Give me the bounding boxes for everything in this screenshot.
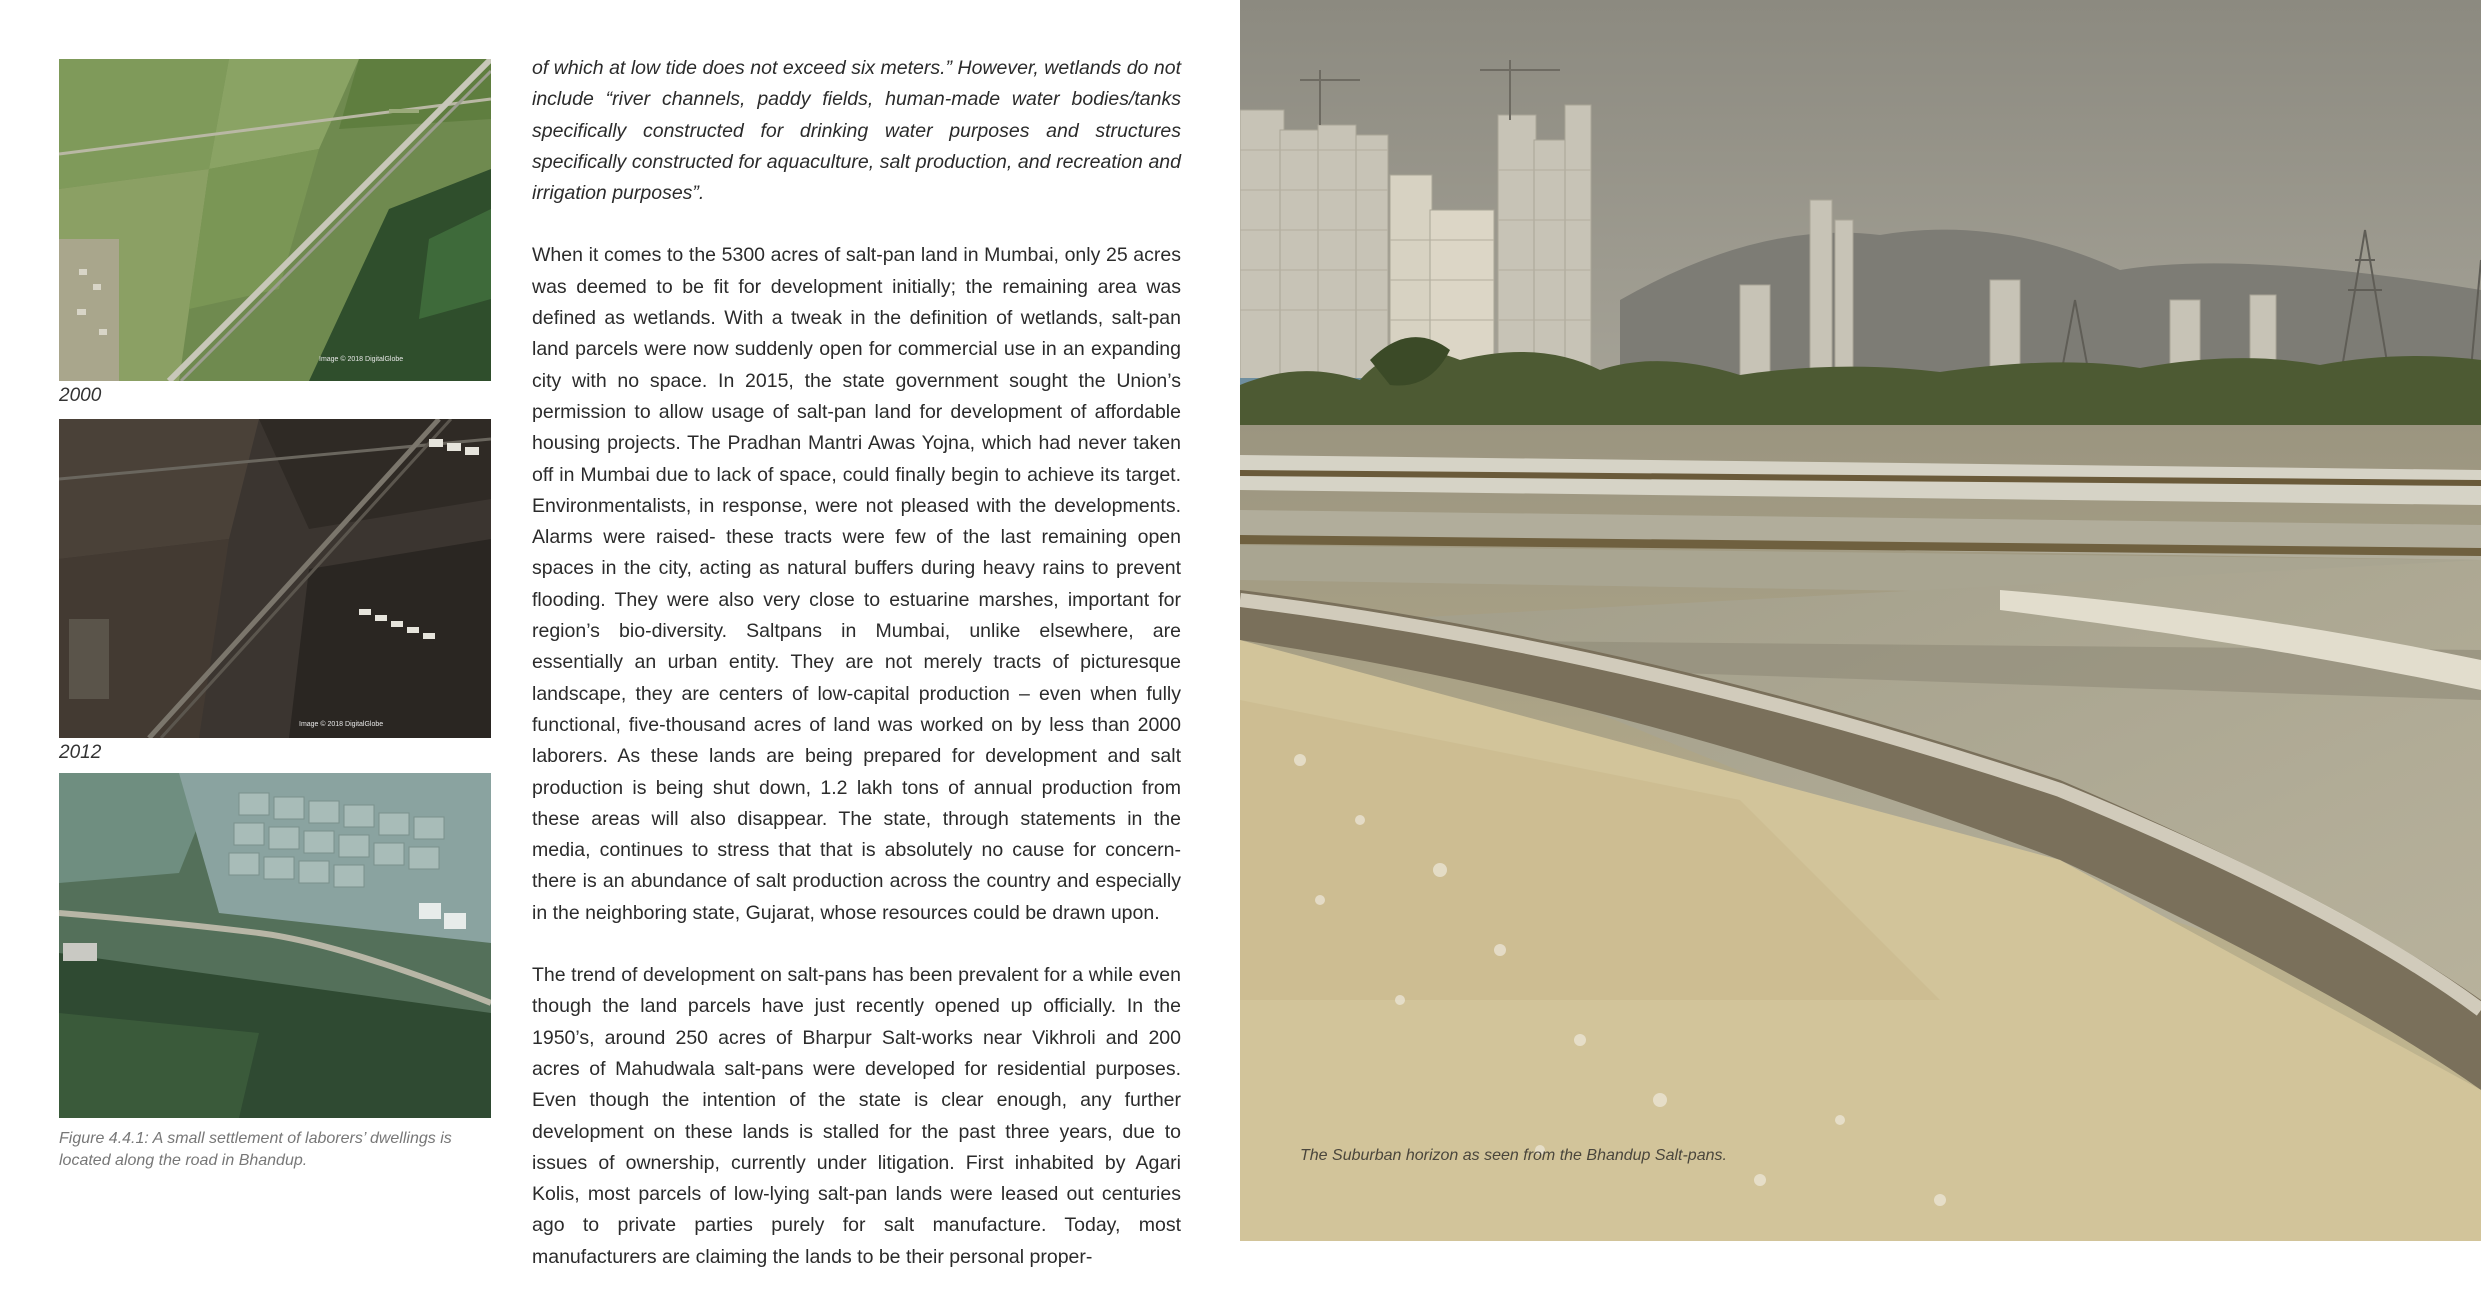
photo-caption: The Suburban horizon as seen from the Bhandup Salt-pans. (1300, 1147, 1727, 1164)
right-page-photo (1240, 0, 2481, 1241)
paragraph-development-trend: The trend of development on salt-pans has been prevalent for a while even though the land parcels have just recently opened up officially. In the 1950’s, around 250 acres of Bharpur Salt-works near Vikhroli and 200 acres of Mahudwala salt-pans were developed for residential purposes. Even though the intention of the state is clear enough, any further development on these lands is stalled for the past three years, due to issues of ownership, currently under litigation. First inhabited by Agari Kolis, most parcels of low-lying salt-pan lands were leased out centuries ago to private parties purely for salt manufacture. Today, most manufacturers are claiming the lands to be their personal proper- (532, 964, 1181, 1268)
article-text (532, 53, 1181, 1304)
aerial-2012-graphic (59, 419, 491, 738)
aerial-image-2012 (59, 419, 491, 738)
aerial-image-2000 (59, 59, 491, 381)
year-label-2012: 2012 (59, 742, 102, 763)
aerial-image-recent (59, 773, 491, 1118)
quote-paragraph: of which at low tide does not exceed six meters.” However, wetlands do not include “river channels, paddy fields, human-made water bodies/tanks specifically constructed for drinking water purposes and structures specifically constructed for aquaculture, salt production, and recreation and irrigation purposes”. (532, 57, 1181, 205)
paragraph-salt-pan-acres: When it comes to the 5300 acres of salt-pan land in Mumbai, only 25 acres was deemed to be fit for development initially; the remaining area was defined as wetlands. With a tweak in the definition of wetlands, salt-pan land parcels were now suddenly open for commercial use in an expanding city with no space. In 2015, the state government sought the Union’s permission to allow usage of salt-pan land for development of affordable housing projects. The Pradhan Mantri Awas Yojna, which had never taken off in Mumbai due to lack of space, could finally begin to achieve its target. Environmentalists, in response, were not pleased with the developments. Alarms were raised- these tracts were few of the last remaining open spaces in the city, acting as natural buffers during heavy rains to prevent flooding. They were also very close to estuarine marshes, important for region’s bio-diversity. Saltpans in Mumbai, unlike elsewhere, are essentially an urban entity. They are not merely tracts of picturesque landscape, they are centers of low-capital production – even when fully functional, five-thousand acres of land was worked on by less than 2000 laborers. As these lands are being prepared for development and salt production is being shut down, 1.2 lakh tons of annual production from these areas will also disappear. The state, through statements in the media, continues to stress that that is absolutely no cause for concern- there is an abundance of salt production across the country and especially in the neighboring state, Gujarat, whose resources could be drawn upon. (532, 244, 1181, 924)
aerial-recent-graphic (59, 773, 491, 1118)
aerial-2000-graphic (59, 59, 491, 381)
imagery-credit-2000: Image © 2018 DigitalGlobe (319, 356, 404, 363)
left-page (0, 0, 1240, 1268)
saltpan-horizon-photo (1240, 0, 2481, 1241)
imagery-credit-2012: Image © 2018 DigitalGlobe (299, 721, 384, 728)
year-label-2000: 2000 (59, 385, 102, 406)
figure-caption: Figure 4.4.1: A small settlement of laborers’ dwellings is located along the road in Bhandup. (59, 1130, 452, 1169)
